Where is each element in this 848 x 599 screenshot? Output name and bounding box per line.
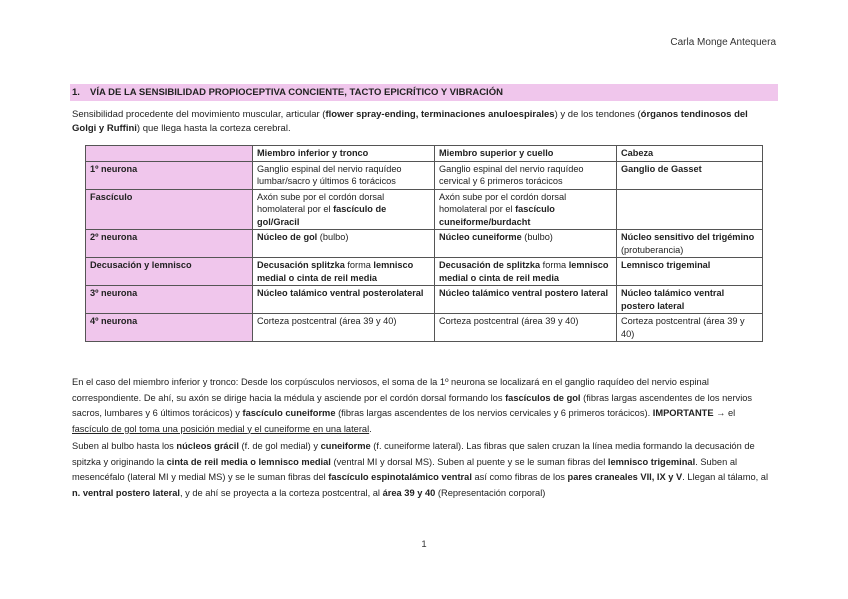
header-cell: Cabeza [617,146,763,162]
cell-bold: Ganglio de Gasset [621,163,702,174]
body-paragraph-1 [72,375,772,437]
para-underline: fascículo de gol toma una posición medial y el cuneiforme en una lateral [72,423,370,434]
cell-bold: Núcleo talámico ventral postero lateral [439,288,609,298]
intro-text: ) y de los tendones ( [554,109,641,120]
section-number: 1. [72,87,80,98]
para-bold: fascículos de gol [505,392,581,403]
para-bold: fascículo espinotalámico ventral [328,472,472,482]
row-label: Fascículo [86,189,253,230]
cell-text: Axón sube por el cordón dorsal homolateral por el [257,191,385,214]
cell-bold: lemnisco medial o cinta de reil media [439,260,609,283]
intro-text: ) que llega hasta la corteza cerebral. [136,123,291,134]
para-text: . Llegan al tálamo, al [682,472,769,482]
para-text: así como fibras de los [471,472,568,482]
table-cell [617,286,763,314]
cell-bold: Núcleo talámico ventral postero lateral [621,288,725,311]
row-label: 1º neurona [86,161,253,189]
table-cell [617,161,763,189]
para-bold: n. ventral postero lateral [72,487,180,498]
table-row [86,230,763,258]
table-cell [435,258,617,286]
para-bold: área 39 y 40 [382,487,436,498]
section-title: VÍA DE LA SENSIBILIDAD PROPIOCEPTIVA CONCIENTE, TACTO EPICRÍTICO Y VIBRACIÓN [90,87,503,98]
table-header-row [86,146,763,162]
author-name: Carla Monge Antequera [670,37,776,48]
table-row [86,314,763,342]
arrow-text: → el [713,408,736,418]
table-cell [253,230,435,258]
para-text: (Representación corporal) [435,487,546,498]
table-row [86,161,763,189]
cell-bold: lemnisco medial o cinta de reil media [257,260,414,283]
cell-bold: Núcleo sensitivo del trigémino [621,232,755,242]
cell-text: forma [344,260,374,270]
cell-text: (bulbo) [521,232,553,242]
intro-bold: flower spray-ending, terminaciones anuloespirales [325,109,555,120]
cell-bold: fascículo cuneiforme/burdacht [439,204,555,227]
cell-bold: Lemnisco trigeminal [621,260,711,270]
para-text: Suben al bulbo hasta los [72,441,177,451]
cell-text: (protuberancia) [621,244,684,255]
table-row [86,258,763,286]
table-row [86,286,763,314]
para-bold: fascículo cuneiforme [242,408,336,418]
row-label: 4º neurona [86,314,253,342]
para-text: (f. cuneiforme lateral). Las fibras que salen cruzan la línea media formando la decusación de spitzka y originando la [72,441,755,467]
table-cell [253,189,435,230]
cell-bold: Núcleo cuneiforme [439,232,522,242]
table-cell [435,189,617,230]
para-bold: cinta de reil media o lemnisco medial [166,456,331,467]
para-text: (ventral MI y dorsal MS). Suben al puente y se le suman fibras del [330,456,608,467]
table-cell [253,286,435,314]
para-text: , y de ahí se proyecta a la corteza postcentral, al [179,487,383,498]
table-cell: Ganglio espinal del nervio raquídeo lumbar/sacro y últimos 6 torácicos [253,161,435,189]
table-cell [617,258,763,286]
body-paragraph-2 [72,439,772,501]
para-text: . [369,423,372,434]
row-label: 2º neurona [86,230,253,258]
para-text: (fibras largas ascendentes de los nervios sacros, lumbares y 6 últimos torácicos) y [72,392,753,418]
header-cell: Miembro superior y cuello [435,146,617,162]
pathway-table [85,145,763,342]
row-label: 3º neurona [86,286,253,314]
para-bold: núcleos grácil [176,441,239,451]
table-cell [435,230,617,258]
para-bold: pares craneales VII, IX y V [567,472,683,482]
intro-bold: órganos tendinosos del Golgi y Ruffini [72,109,748,134]
cell-text: (bulbo) [317,232,349,242]
table-row [86,189,763,230]
para-text: (f. de gol medial) y [238,441,321,451]
para-text: En el caso del miembro inferior y tronco: Desde los corpúsculos nerviosos, el soma de la 1º neurona se localizará en el ganglio raquídeo del nervio espinal correspondiente. De ahí, su axón se dirige hacia la médula y asciende por el cordón dorsal formando los [72,377,709,403]
table-cell: Corteza postcentral (área 39 y 40) [253,314,435,342]
table-cell [253,258,435,286]
row-label: Decusación y lemnisco [86,258,253,286]
intro-paragraph [72,108,772,136]
para-text: . Suben al mesencéfalo (lateral MI y medial MS) y se le suman fibras del [72,456,738,482]
para-bold: cuneiforme [320,441,371,451]
cell-bold: Decusación de splitzka [439,260,541,270]
cell-bold: Decusación splitzka [257,260,345,270]
cell-text: Axón sube por el cordón dorsal homolateral por el [439,191,567,214]
page-number: 1 [421,539,427,550]
para-bold: IMPORTANTE [652,408,714,418]
cell-bold: fascículo de gol/Gracil [257,204,387,227]
para-bold: lemnisco trigeminal [607,456,696,467]
intro-text: Sensibilidad procedente del movimiento muscular, articular ( [72,109,326,120]
table-cell: Ganglio espinal del nervio raquídeo cervical y 6 primeros torácicos [435,161,617,189]
table-cell: Corteza postcentral (área 39 y 40) [617,314,763,342]
header-cell [86,146,253,162]
para-text: (fibras largas ascendentes de los nervios cervicales y 6 primeros torácicos). [335,408,653,418]
cell-bold: Núcleo de gol [257,232,318,242]
cell-bold: Núcleo talámico ventral posterolateral [257,288,424,298]
table-cell [617,230,763,258]
cell-text: forma [540,260,569,270]
table-cell [617,189,763,230]
table-cell [435,286,617,314]
table-cell: Corteza postcentral (área 39 y 40) [435,314,617,342]
section-heading [70,84,778,101]
header-cell: Miembro inferior y tronco [253,146,435,162]
